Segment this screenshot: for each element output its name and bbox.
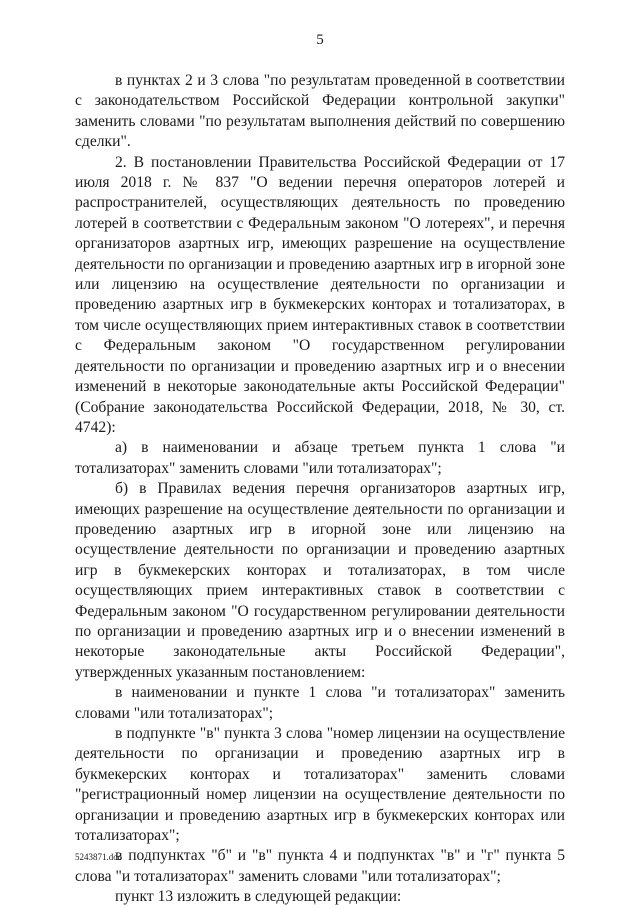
paragraph-4: б) в Правилах ведения перечня организаторов азартных игр, имеющих разрешение на осуществление деятельности по организации и проведению азартных игр в игорной зоне или лицензию на осуществление деятельности по организации и проведению азартных игр в букмекерских конторах и тотализаторах, в том числе осуществляющих прием интерактивных ставок в соответствии с Федеральным законом "О государственном регулировании деятельности по организации и проведению азартных игр и о внесении изменений в некоторые законодательные акты Российской Федерации", утвержденных указанным постановлением:: [75, 480, 565, 681]
paragraph-2: 2. В постановлении Правительства Российской Федерации от 17 июля 2018 г. № 837 "О ведении перечня операторов лотерей и распространителей, осуществляющих деятельность по проведению лотерей в соответствии с Федеральным законом "О лотереях", и перечня организаторов азартных игр, имеющих разрешение на осуществление деятельности по организации и проведению азартных игр в игорной зоне или лицензию на осуществление деятельности по организации и проведению азартных игр в букмекерских конторах и тотализаторах, в том числе осуществляющих прием интерактивных ставок в соответствии с Федеральным законом "О государственном регулировании деятельности по организации и проведению азартных игр и о внесении изменений в некоторые законодательные акты Российской Федерации" (Собрание законодательства Российской Федерации, 2018, № 30, ст. 4742):: [75, 153, 565, 436]
document-body: [75, 71, 565, 908]
paragraph-7: в подпунктах "б" и "в" пункта 4 и подпунктах "в" и "г" пункта 5 слова "и тотализаторах" заменить словами "или тотализаторах";: [75, 847, 565, 885]
page-number: 5: [316, 32, 324, 48]
paragraph-1: в пунктах 2 и 3 слова "по результатам проведенной в соответствии с законодательством Российской Федерации контрольной закупки" заменить словами "по результатам выполнения действий по совершению сделки".: [75, 72, 565, 151]
paragraph-8: пункт 13 изложить в следующей редакции:: [115, 888, 402, 906]
paragraph-5: в наименовании и пункте 1 слова "и тотализаторах" заменить словами "или тотализаторах";: [75, 684, 565, 722]
paragraph-6: в подпункте "в" пункта 3 слова "номер лицензии на осуществление деятельности по организации и проведению азартных игр в букмекерских конторах и тотализаторах" заменить словами "регистрационный номер лицензии на осуществление деятельности по организации и проведению азартных игр в букмекерских конторах или тотализаторах";: [75, 725, 565, 845]
paragraph-3: а) в наименовании и абзаце третьем пункта 1 слова "и тотализаторах" заменить словами "или тотализаторах";: [75, 439, 565, 477]
file-reference: 5243871.doc: [75, 852, 122, 862]
